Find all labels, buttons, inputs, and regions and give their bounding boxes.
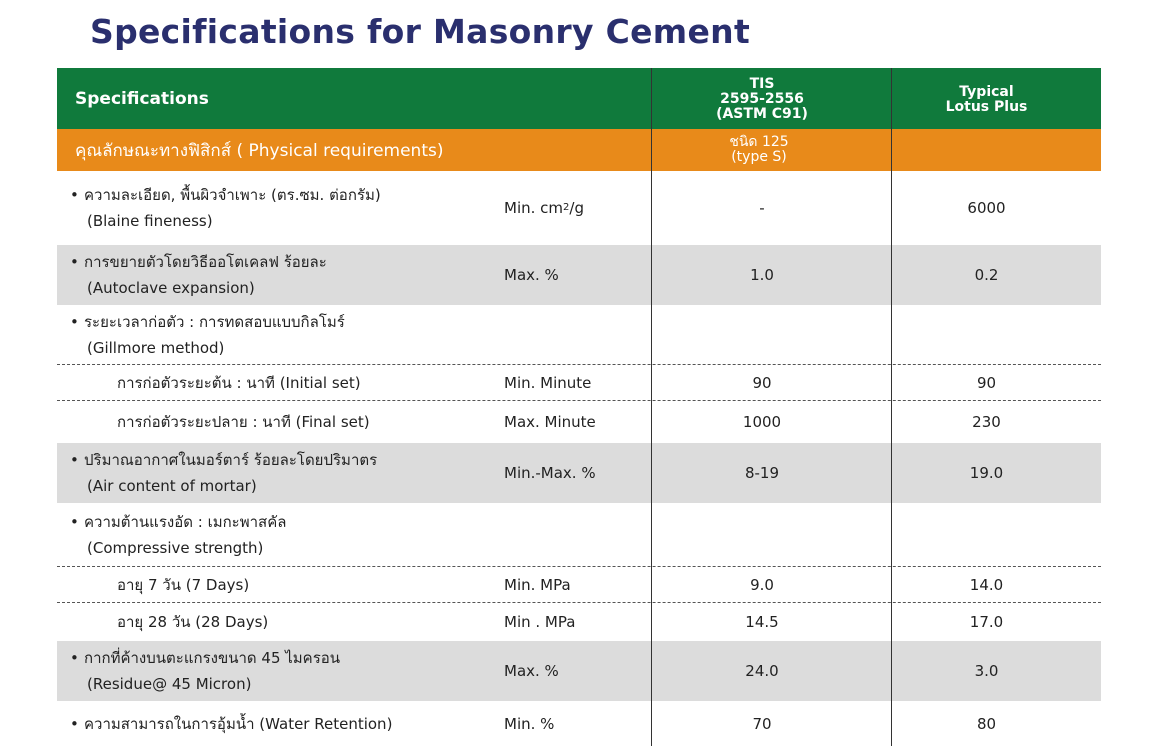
row-unit: Max. % [504, 266, 559, 284]
header-specifications: Specifications [75, 88, 209, 109]
row-label: อายุ 7 วัน (7 Days) [117, 576, 250, 594]
row-tis-value: - [759, 199, 765, 217]
row-typical-value: 90 [976, 374, 997, 392]
row-label-thai: • ระยะเวลาก่อตัว : การทดสอบแบบกิลโมร์ [70, 309, 345, 335]
row-tis-value: 90 [752, 374, 772, 392]
row-tis-value: 24.0 [745, 662, 779, 680]
table-row-28-days [57, 603, 1101, 641]
row-typical-value: 3.0 [974, 662, 999, 680]
unit-tail: /g [569, 199, 584, 217]
table-row-gillmore-method [57, 305, 1101, 365]
row-tis-value: 70 [752, 714, 772, 733]
row-label-thai: • การขยายตัวโดยวิธีออโตเคลฟ ร้อยละ [70, 249, 327, 275]
row-typical-value: 19.0 [969, 464, 1004, 482]
table-row-final-set [57, 401, 1101, 443]
row-label-thai: • ปริมาณอากาศในมอร์ตาร์ ร้อยละโดยปริมาตร [70, 447, 377, 473]
column-divider [891, 68, 892, 746]
row-unit: Max. % [504, 662, 559, 680]
row-label [57, 245, 492, 305]
header-tis-line2: 2595-2556 [720, 91, 804, 107]
section-physical-requirements [57, 129, 1101, 171]
row-tis-value: 9.0 [750, 576, 774, 594]
row-tis-value: 1000 [742, 413, 782, 431]
row-label-english: (Autoclave expansion) [87, 279, 255, 297]
row-label: การก่อตัวระยะต้น : นาที (Initial set) [117, 374, 361, 392]
row-typical-value: 17.0 [969, 613, 1004, 631]
table-row-7-days [57, 567, 1101, 603]
row-label-english: (Blaine fineness) [87, 212, 213, 230]
table-row-air-content [57, 443, 1101, 503]
unit-base: Min. cm [504, 199, 564, 217]
row-typical-value: 6000 [967, 199, 1006, 217]
header-typical-line2: Lotus Plus [945, 98, 1028, 115]
header-typical-line1: Typical [959, 83, 1014, 100]
specifications-table [57, 68, 1101, 746]
column-divider [651, 68, 652, 746]
row-label: การก่อตัวระยะปลาย : นาที (Final set) [117, 413, 370, 431]
row-label-english: (Residue@ 45 Micron) [87, 675, 252, 693]
row-label [57, 171, 492, 245]
table-row-residue [57, 641, 1101, 701]
header-typical-lotus-plus [892, 68, 1101, 129]
section-type-line1: ชนิด 125 [729, 134, 789, 150]
row-label [57, 503, 492, 566]
header-tis-line1: TIS [749, 76, 775, 92]
header-tis-standard [652, 68, 892, 129]
row-unit: Max. Minute [504, 413, 596, 431]
table-row-blaine-fineness [57, 171, 1101, 245]
row-label-english: (Air content of mortar) [87, 477, 257, 495]
row-label [57, 443, 492, 503]
row-unit: Min. Minute [504, 374, 592, 392]
row-tis-value: 1.0 [750, 266, 774, 284]
section-type-line2: (type S) [731, 149, 787, 165]
row-typical-value: 0.2 [974, 266, 999, 284]
row-label-english: (Compressive strength) [87, 538, 264, 557]
section-type [652, 129, 892, 171]
row-typical-value: 230 [972, 413, 1001, 431]
row-unit: Min.-Max. % [504, 464, 596, 482]
row-tis-value: 14.5 [745, 613, 779, 631]
table-row-water-retention [57, 701, 1101, 746]
section-label: คุณลักษณะทางฟิสิกส์ ( Physical requirements) [75, 140, 444, 161]
header-tis-line3: (ASTM C91) [716, 106, 808, 122]
row-label-text: • ความสามารถในการอุ้มน้ำ (Water Retention) [70, 712, 392, 736]
row-label-thai: • ความละเอียด, พื้นผิวจำเพาะ (ตร.ซม. ต่อกรัม) [70, 182, 381, 208]
row-label-thai: • กากที่ค้างบนตะแกรงขนาด 45 ไมครอน [70, 645, 340, 671]
page-title: Specifications for Masonry Cement [90, 12, 751, 51]
row-unit: Min . MPa [504, 613, 576, 631]
row-typical-value: 80 [976, 714, 997, 733]
row-label [57, 701, 492, 746]
row-label [57, 305, 492, 365]
row-unit: Min. MPa [504, 576, 571, 594]
row-label: อายุ 28 วัน (28 Days) [117, 613, 269, 631]
table-row-compressive-strength [57, 503, 1101, 566]
row-unit: Min. cm 2 /g [504, 199, 584, 217]
row-typical-value: 14.0 [969, 576, 1004, 594]
table-row-autoclave-expansion [57, 245, 1101, 305]
row-unit: Min. % [504, 714, 555, 733]
table-row-initial-set [57, 365, 1101, 401]
table-header-row [57, 68, 1101, 129]
row-tis-value: 8-19 [744, 464, 780, 482]
row-label-english: (Gillmore method) [87, 339, 225, 357]
row-label [57, 641, 492, 701]
row-label-thai: • ความต้านแรงอัด : เมกะพาสคัล [70, 509, 286, 535]
